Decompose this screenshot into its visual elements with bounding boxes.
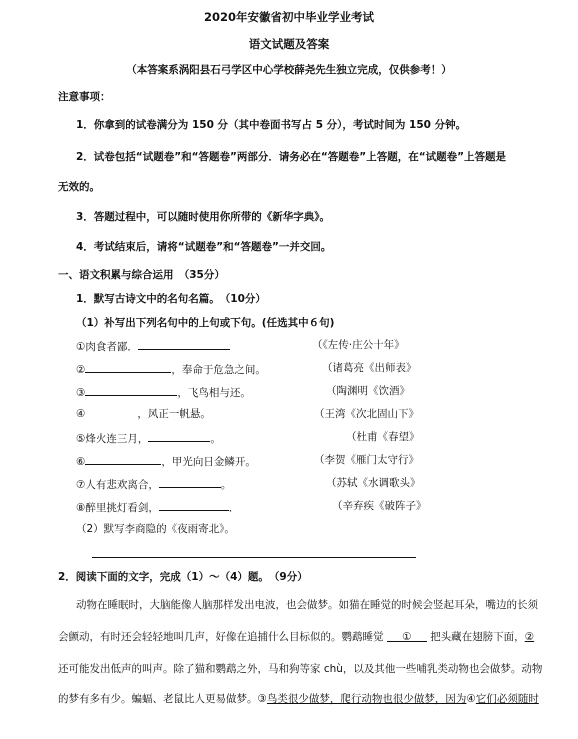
verse-text: 。 <box>210 433 221 445</box>
mark-number: ④ <box>466 693 476 705</box>
verse-text: 。 <box>220 479 232 491</box>
section-1-heading: 一、语文积累与综合运用 （35分） <box>58 269 225 281</box>
question-2: 2．阅读下面的文字，完成（1）～（4）题。 （9分） <box>58 571 308 583</box>
verse-source-8: （辛弃疾《破阵子》 <box>332 500 427 512</box>
verse-number: ⑧ <box>76 502 86 514</box>
verse-source-5: （杜甫《春望》 <box>346 431 420 443</box>
question-1: 1．默写古诗文中的名句名篇。 （10分） <box>76 293 266 305</box>
notice-item-2-cont: 无效的。 <box>58 181 100 193</box>
verse-source-6: （李贺《雁门太守行》 <box>314 454 419 466</box>
answer-blank <box>159 476 221 488</box>
mark-number: ③ <box>257 693 267 705</box>
verse-text: 人有悲欢离合， <box>85 479 159 491</box>
exam-title: 2020年安徽省初中毕业学业考试 <box>203 10 374 24</box>
notice-item-2: 2．试卷包括“试题卷”和“答题卷”两部分．请务必在“答题卷”上答题，在“试题卷”上答题是 <box>76 151 507 163</box>
passage-text: 把头藏在翅膀下面， <box>430 631 525 643</box>
underlined-sentence: 鸟类很少做梦，爬行动物也很少做梦，因为 <box>266 693 467 705</box>
answer-blank <box>148 430 210 442</box>
question-1-part-1: （1）补写出下列名句中的上句或下句。(任选其中６句) <box>76 317 335 329</box>
verse-number: ④ <box>76 408 86 420</box>
answer-blank <box>159 499 229 511</box>
verse-number: ⑦ <box>76 479 86 491</box>
verse-number: ② <box>76 364 86 376</box>
blank-number: ① <box>402 631 412 643</box>
notice-heading: 注意事项： <box>58 91 111 103</box>
answer-blank <box>85 361 171 373</box>
passage-line-4 <box>58 692 539 706</box>
question-1-part-2: （2）默写李商隐的《夜雨寄北》。 <box>76 523 235 535</box>
verse-line-8 <box>76 499 239 515</box>
verse-source-7: （苏轼《水调歌头》 <box>326 477 421 489</box>
mark-number: ② <box>524 631 535 643</box>
verse-number: ③ <box>76 387 86 399</box>
verse-text: 烽火连三月， <box>85 433 149 445</box>
passage-line-3: 还可能发出低声的叫声。除了猫和鹦鹉之外，马和狗等家 chù，以及其他一些哺乳类动物也会做梦。动物 <box>58 663 543 675</box>
answer-line <box>92 557 416 558</box>
verse-line-3 <box>76 384 251 400</box>
verse-text: ，奉命于危急之间。 <box>171 364 266 376</box>
verse-line-2 <box>76 361 266 377</box>
verse-text: 醉里挑灯看剑， <box>85 502 159 514</box>
verse-source-3: （陶渊明《饮酒》 <box>326 385 410 397</box>
answer-blank <box>85 384 177 396</box>
answer-blank <box>138 338 230 350</box>
verse-line-5 <box>76 430 221 446</box>
verse-source-4: （王湾《次北固山下》 <box>314 408 419 420</box>
verse-line-1 <box>76 338 230 354</box>
passage-text: 的梦有多有少。蝙蝠、老鼠比人更易做梦。 <box>58 693 258 705</box>
answer-blank <box>85 453 161 465</box>
passage-line-1: 动物在睡眠时，大脑能像人脑那样发出电波，也会做梦。如猫在睡觉的时候会竖起耳朵，嘴边的长须 <box>76 599 538 611</box>
verse-line-6 <box>76 453 256 469</box>
verse-line-7 <box>76 476 231 492</box>
verse-line-4 <box>76 407 211 421</box>
author-note: （本答案系涡阳县石弓学区中心学校薛尧先生独立完成，仅供参考！） <box>126 64 452 76</box>
verse-number: ① <box>76 341 86 353</box>
passage-line-2 <box>58 630 534 644</box>
verse-text: 肉食者鄙． <box>85 341 138 353</box>
underlined-sentence: 它们必须随时 <box>475 693 539 705</box>
verse-source-2: （诸葛亮《出师表》 <box>322 362 417 374</box>
notice-item-3: 3．答题过程中，可以随时使用你所带的《新华字典》。 <box>76 211 331 223</box>
verse-number: ⑤ <box>76 433 86 445</box>
verse-text: ． <box>228 502 240 514</box>
verse-text: ，飞鸟相与还。 <box>177 387 251 399</box>
verse-text: ，甲光向日金鳞开。 <box>161 456 256 468</box>
verse-text: ，风正一帆悬。 <box>137 408 211 420</box>
answer-blank-1 <box>387 630 427 642</box>
passage-text: 会颤动，有时还会轻轻地叫几声，好像在追捕什么目标似的。鹦鹉睡觉 <box>58 631 384 643</box>
verse-number: ⑥ <box>76 456 86 468</box>
verse-source-1: （《左传·庄公十年》 <box>312 339 405 351</box>
notice-item-1: 1．你拿到的试卷满分为 150 分（其中卷面书写占 5 分），考试时间为 150 分钟。 <box>76 119 467 131</box>
exam-subtitle: 语文试题及答案 <box>248 37 330 51</box>
notice-item-4: 4．考试结束后，请将“试题卷”和“答题卷”一并交回。 <box>76 241 332 253</box>
